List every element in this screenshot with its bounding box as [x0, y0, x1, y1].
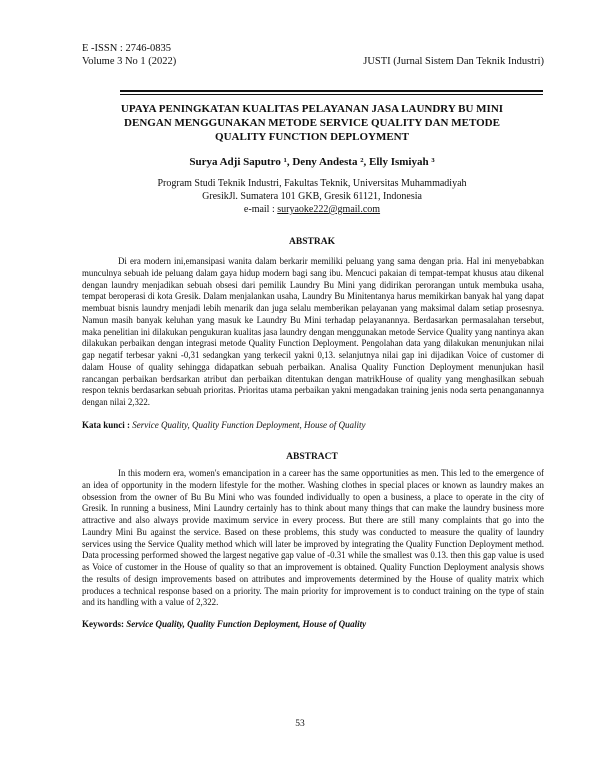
header-rule-thin	[120, 94, 543, 95]
abstract-body	[82, 468, 544, 609]
keywords-label: Keywords:	[82, 619, 127, 629]
kata-kunci-values: Service Quality, Quality Function Deployment, House of Quality	[132, 420, 366, 430]
affiliation	[82, 177, 542, 216]
abstract-heading: ABSTRACT	[286, 452, 338, 462]
keywords	[82, 618, 544, 630]
kata-kunci-label: Kata kunci :	[82, 420, 133, 430]
abstract-paragraph: In this modern era, women's emancipation in a career has the same opportunities as men. This led to the emergence of an idea of opportunity in the modern lifestyle for the mother. Washing clothes in special places or known as laundry makes an obsession from the owner of Bu Bu Mini who was founded individually to open a business, a place to operate in the city of Gresik. In running a business, Mini Laundry certainly has to think about many things that can make the laundry business more attractive and also always provide maximum service in every process. But there are still many complaints that go into the Laundry Mini Bu against the service. Based on these problems, this study was conducted to measure the quality of laundry services using the Service Quality method which will later be improved by integrating the Quality Function Deployment method. Data processing performed showed the largest negative gap value of -0.31 while the smallest was 0.13. then this gap value is used as Voice of customer in the House of quality so that an improvement is obtained. Quality Function Deployment analysis shows the results of design improvements based on attributes and improvements determined by the House of quality matrix which produces a technical response based on a priority. The main priority for improvement is to conduct training on the type of stain and its handling with a value of 2,322.	[82, 468, 544, 608]
volume-text: Volume 3 No 1 (2022)	[82, 56, 177, 67]
affiliation-line-1: Program Studi Teknik Industri, Fakultas Teknik, Universitas Muhammadiyah	[157, 178, 467, 189]
issn-text: E -ISSN : 2746-0835	[82, 43, 171, 54]
abstrak-body	[82, 256, 544, 409]
title-line-2: DENGAN MENGGUNAKAN METODE SERVICE QUALITY DAN METODE	[124, 117, 500, 129]
title-line-1: UPAYA PENINGKATAN KUALITAS PELAYANAN JASA LAUNDRY BU MINI	[120, 103, 504, 115]
journal-header-left	[82, 42, 176, 68]
email-line	[82, 203, 542, 216]
title-line-3: QUALITY FUNCTION DEPLOYMENT	[215, 131, 409, 143]
affiliation-line-2: GresikJl. Sumatera 101 GKB, Gresik 61121, Indonesia	[202, 191, 422, 202]
abstrak-heading: ABSTRAK	[289, 237, 335, 247]
paper-title	[82, 102, 542, 144]
email-label: e-mail :	[243, 204, 278, 215]
email-link[interactable]: suryaoke222@gmail.com	[277, 204, 381, 215]
page-number: 53	[295, 719, 305, 729]
journal-name: JUSTI (Jurnal Sistem Dan Teknik Industri)	[363, 56, 544, 67]
kata-kunci	[82, 419, 544, 431]
keywords-values: Service Quality, Quality Function Deployment, House of Quality	[126, 619, 367, 629]
author-list: Surya Adji Saputro ¹, Deny Andesta ², Elly Ismiyah ³	[189, 156, 435, 168]
header-rule-thick	[120, 90, 543, 92]
abstrak-paragraph: Di era modern ini,emansipasi wanita dalam berkarir memiliki peluang yang sama dengan pria. Hal ini menyebabkan munculnya sebuah ide peluang dalam gaya hidup modern bagi sang ibu. Mencuci pakaian di tempat-tempat khusus atau dikenal dengan laundry menjadikan sebuah obsesi dari pemilik Laundry Bu Mini yang didirikan perorangan untuk membuka usaha, tempat beroperasi di kota Gresik. Dalam menjalankan usaha, Laundry Bu Minitentanya harus memikirkan banyak hal yang dapat membuat bisnis laundry menjadi lebih menarik dan juga selalu memberikan pelayanan yang maksimal dalam setiap prosesnya. Namun masih banyak keluhan yang masuk ke Laundry Bu Mini terhadap pelayanannya. Berdasarkan permasalahan tersebut, maka penelitian ini dilakukan pengukuran kualitas jasa laundry dengan menggunakan metode Service Quality yang nantinya akan dilakukan perbaikan dengan integrasi metode Quality Function Deployment. Pengolahan data yang dilakukan menunjukan nilai gap negatif terbesar yakni -0,31 sedangkan yang terkecil yakni 0,13. selanjutnya nilai gap ini dijadikan Voice of customer di dalam House of quality sehingga didapatkan sebuah perbaikan. Analisa Quality Function Deployment menunjukan hasil rancangan perbaikan berdsarkan atribut dan perbaikan ditentukan dengan matrikHouse of quality yang menghasilkan sebuah respon teknis berdasarkan sebuah prioritas. Prioritas utama perbaikan yakni mengadakan training jenis noda serta penanganannya dengan nilai 2,322.	[82, 256, 544, 407]
